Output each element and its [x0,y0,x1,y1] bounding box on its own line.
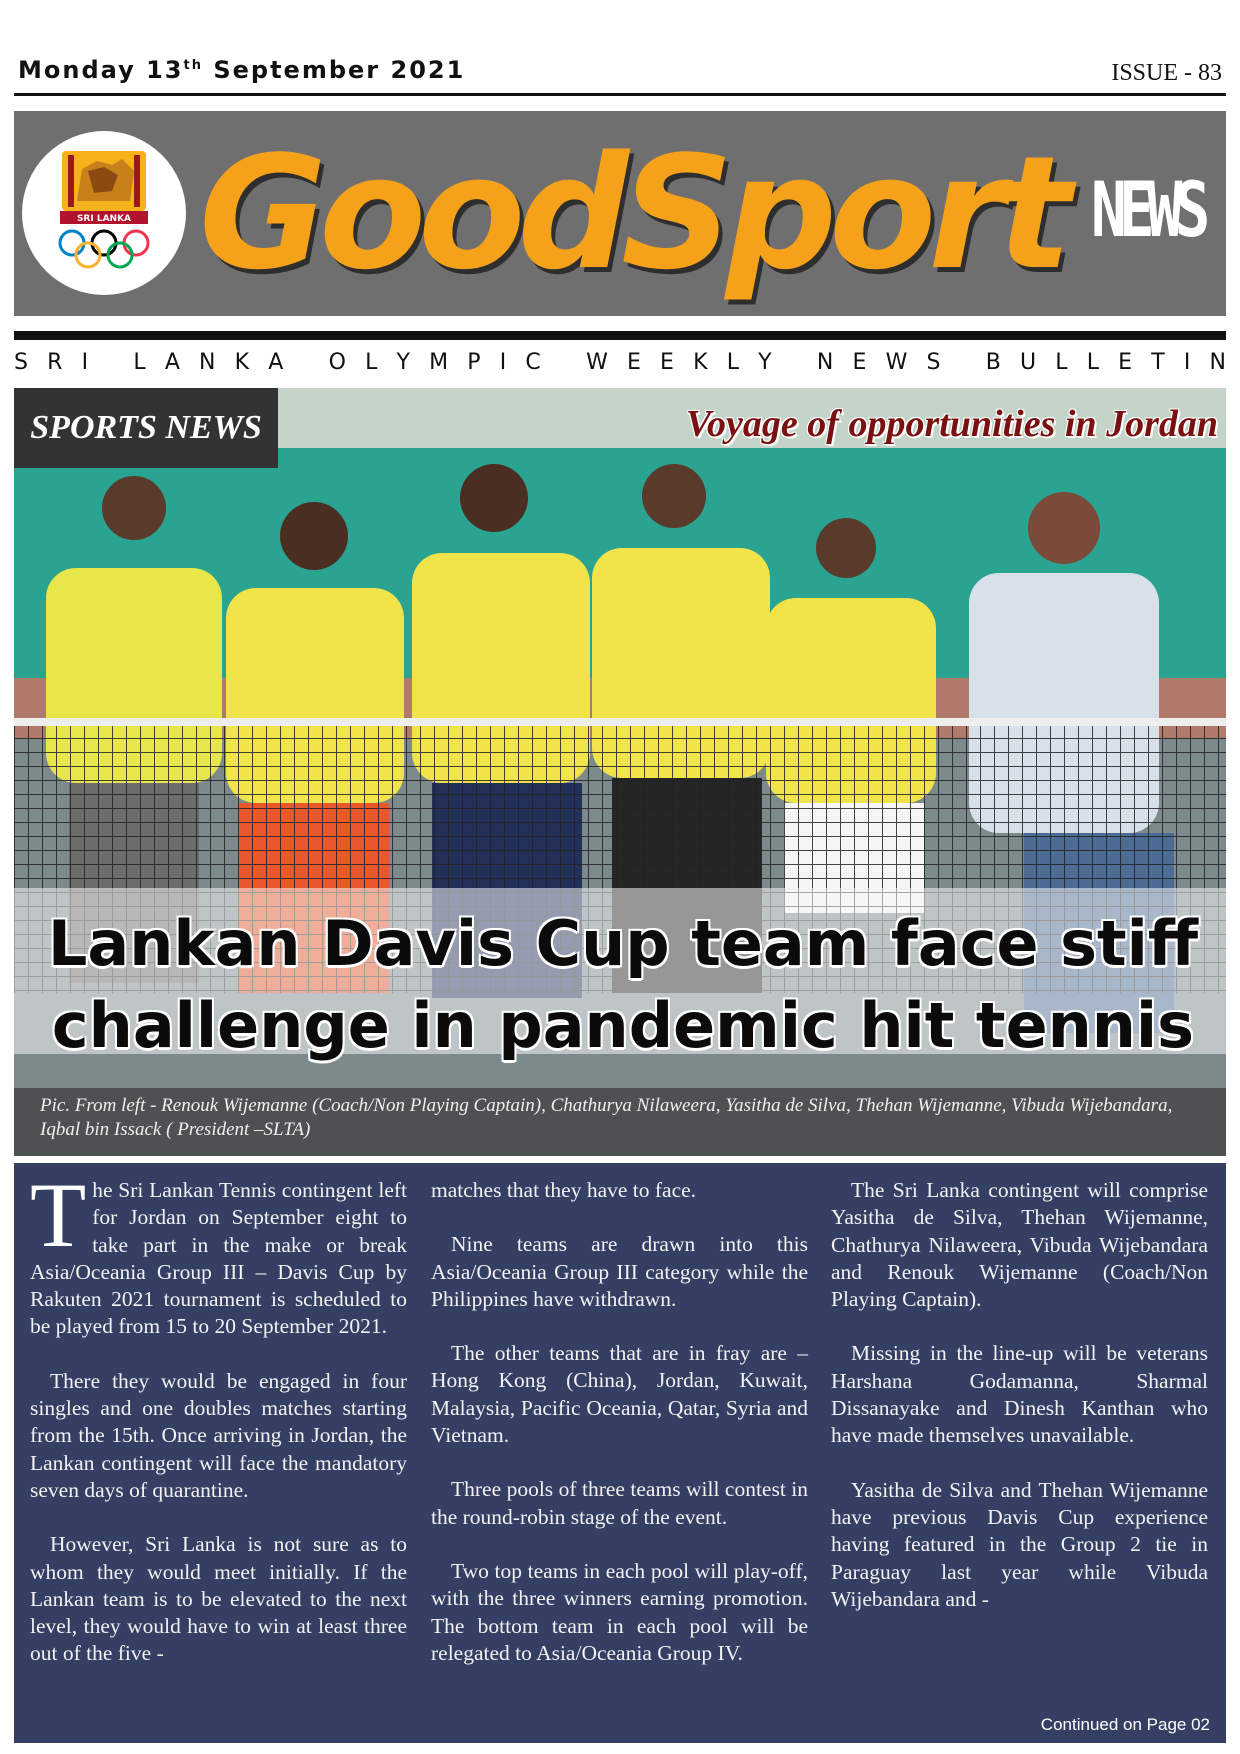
hero-photo [14,388,1226,1156]
headline [38,903,1208,1067]
tagline-letter: L [1086,350,1099,375]
article-column-2 [431,1177,808,1694]
masthead-title: GoodSport [199,122,1064,304]
photo-caption: Pic. From left - Renouk Wijemanne (Coach/Non Playing Captain), Chathurya Nilaweera, Yasitha de Silva, Thehan Wijemanne, Vibuda Wijebandara, Iqbal bin Issack ( President –SLTA) [40,1095,1173,1140]
tagline-letter: E [660,350,674,375]
masthead-rule [14,331,1226,340]
drop-cap: T [30,1164,87,1266]
continued-note: Continued on Page 02 [1040,1715,1210,1734]
tagline-letter: T [1151,350,1165,375]
masthead-suffix: NEWS [1091,165,1203,254]
tagline-letter: I [499,350,507,375]
article-paragraph: However, Sri Lanka is not sure as to whom they would meet initially. If the Lankan team is to be elevated to the next level, they would have to win at least three out of the five - [30,1532,407,1666]
headline-line-2: challenge in pandemic hit tennis [51,989,1195,1062]
tagline-letter: Y [396,350,410,375]
tagline-letter: L [726,350,739,375]
tagline-letter: R [47,350,63,375]
olympic-rings-icon [60,231,148,267]
masthead [14,111,1226,316]
tagline-letter: S [14,350,28,375]
headline-line-1: Lankan Davis Cup team face stiff [47,907,1199,980]
top-rule [14,93,1226,96]
story-kicker: Voyage of opportunities in Jordan [685,403,1218,445]
tagline-letter: U [1020,350,1037,375]
tagline-letter: O [328,350,346,375]
tagline-letter: M [429,350,449,375]
tagline-letter: S [926,350,941,375]
tagline-letter: I [1183,350,1191,375]
article-paragraph: The Sri Lanka contingent will comprise Yasitha de Silva, Thehan Wijemanne, Chathurya Nilaweera, Vibuda Wijebandara and Renouk Wijemanne (Coach/Non Playing Captain). [831,1178,1208,1312]
article-paragraph: Missing in the line-up will be veterans Harshana Godamanna, Sharmal Dissanayake and Dinesh Kanthan who have made themselves unavailable. [831,1341,1208,1448]
tagline-letter [791,350,798,375]
svg-text:SRI LANKA: SRI LANKA [76,214,132,224]
tagline-letter: I [81,350,89,375]
tagline-letter: Y [758,350,772,375]
article-paragraph: Nine teams are drawn into this Asia/Oceania Group III category while the Philippines have withdrawn. [431,1232,808,1311]
tagline [14,350,1226,375]
tagline-letter: K [693,350,708,375]
article-paragraph: matches that they have to face. [431,1178,697,1202]
tagline-letter: L [365,350,378,375]
tagline-letter [960,350,967,375]
lion-icon [62,151,146,211]
tagline-letter: N [816,350,834,375]
tagline-letter: A [268,350,284,375]
article-paragraph: The other teams that are in fray are – Hong Kong (China), Jordan, Kuwait, Malaysia, Pacific Oceania, Qatar, Syria and Vietnam. [431,1341,808,1448]
issue-number: ISSUE - 83 [1111,60,1222,86]
article-paragraph: Two top teams in each pool will play-off, with the three winners earning promotion. The bottom team in each pool will be relegated to Asia/Oceania Group IV. [431,1558,808,1665]
tagline-letter: N [1209,350,1226,375]
tagline-letter [107,350,114,375]
tagline-letter: N [199,350,216,375]
tagline-letter: C [525,350,541,375]
tagline-letter: E [852,350,867,375]
tagline-letter: L [133,350,146,375]
tagline-letter: P [467,350,481,375]
olympic-committee-logo [22,131,186,295]
section-tag: SPORTS NEWS [14,388,278,468]
tagline-letter: B [985,350,1001,375]
tagline-letter: W [586,350,608,375]
tagline-letter: E [1118,350,1133,375]
tagline-letter: L [1055,350,1068,375]
tagline-letter [560,350,567,375]
article-paragraph: The Sri Lankan Tennis contingent left for Jordan on September eight to take part in the make or break Asia/Oceania Group III – Davis Cup by Rakuten 2021 tournament is scheduled to be played from 15 to 20 September 2021. [30,1164,407,1339]
article-column-1 [30,1164,407,1695]
tagline-letter: E [626,350,641,375]
tagline-letter: A [164,350,180,375]
article-paragraph: There they would be engaged in four singles and one doubles matches starting from the 15th. Once arriving in Jordan, the Lankan contingent will face the mandatory seven days of quarantine. [30,1368,407,1502]
article-column-3 [831,1177,1208,1640]
issue-date: Monday 13th September 2021 [18,56,466,84]
tagline-letter: K [234,350,250,375]
tagline-letter: W [885,350,908,375]
tagline-letter [302,350,309,375]
article-paragraph: Three pools of three teams will contest in the round-robin stage of the event. [431,1477,808,1529]
article-paragraph: Yasitha de Silva and Thehan Wijemanne have previous Davis Cup experience having featured in the Group 2 tie in Paraguay last year while Vibuda Wijebandara and - [831,1477,1208,1611]
article-body [14,1163,1226,1743]
